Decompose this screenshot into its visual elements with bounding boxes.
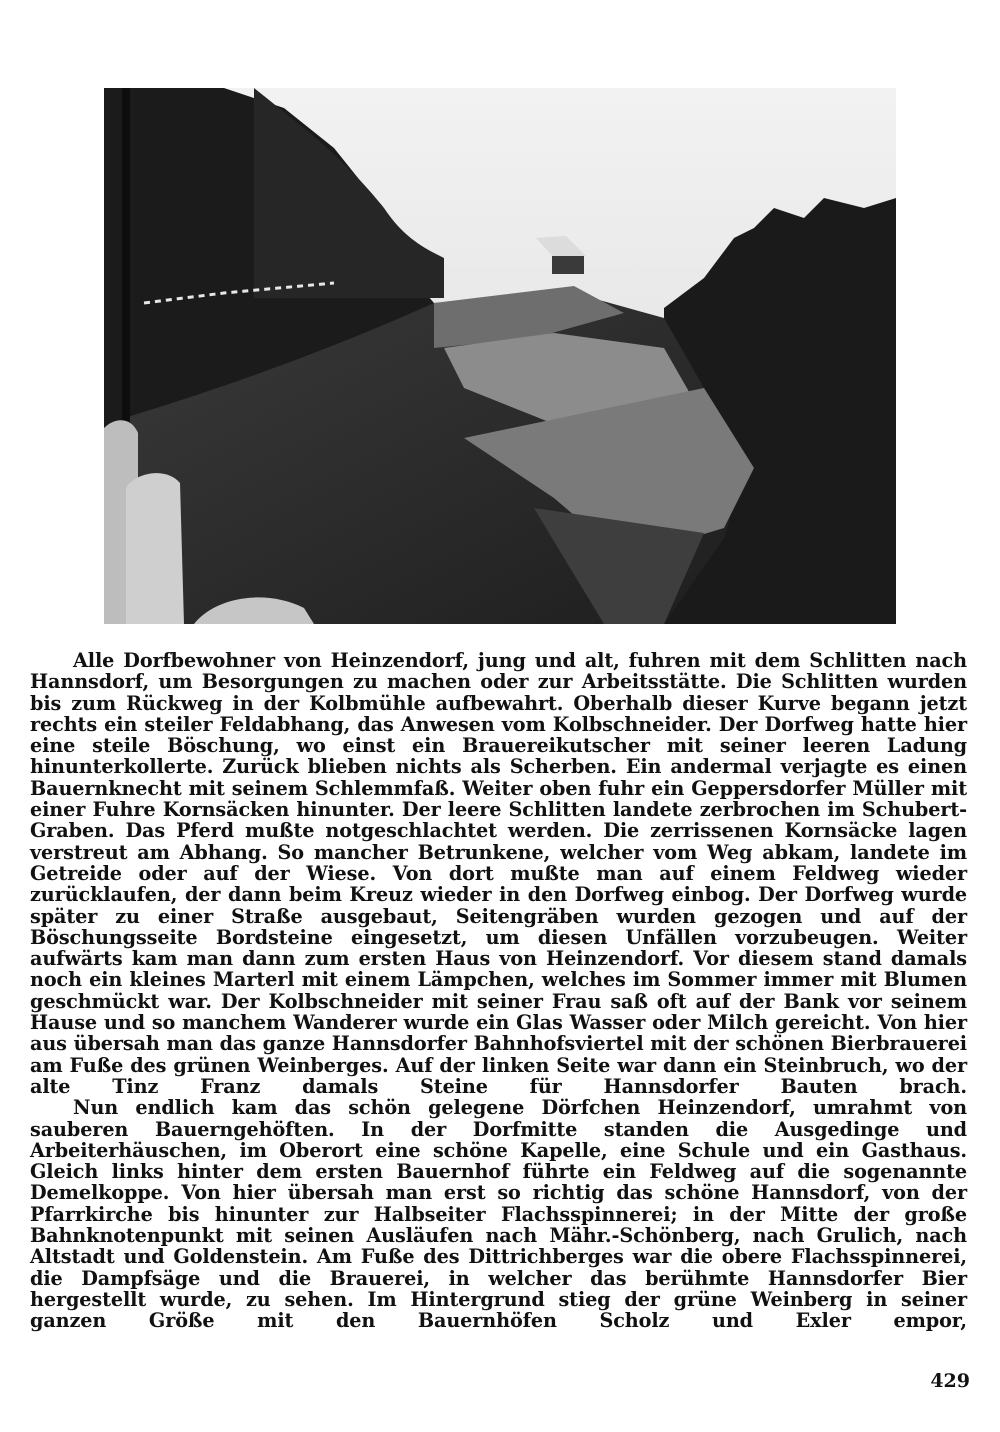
stone-middle	[126, 473, 184, 624]
farmhouse-wall	[552, 256, 584, 274]
article-body	[30, 650, 967, 1332]
landscape-photo	[104, 88, 896, 624]
page-number: 429	[930, 1370, 970, 1392]
paragraph-1: Alle Dorfbewohner von Heinzendorf, jung und alt, fuhren mit dem Schlitten nach Hannsdorf, um Besorgungen zu machen oder zur Arbeitsstätte. Die Schlitten wurden bis zum Rückweg in der Kolbmühle aufbewahrt. Oberhalb dieser Kurve begann jetzt rechts ein steiler Feldabhang, das Anwesen vom Kolbschneider. Der Dorfweg hatte hier eine steile Böschung, wo einst ein Brauereikutscher mit seiner leeren Ladung hinunterkollerte. Zurück blieben nichts als Scherben. Ein andermal verjagte es einen Bauernknecht mit seinem Schlemmfaß. Weiter oben fuhr ein Geppersdorfer Müller mit einer Fuhre Kornsäcken hinunter. Der leere Schlitten landete zerbrochen im Schubert-Graben. Das Pferd mußte notgeschlachtet werden. Die zerrissenen Kornsäcke lagen verstreut am Abhang. So mancher Betrunkene, welcher vom Weg abkam, landete im Getreide oder auf der Wiese. Von dort mußte man auf einem Feldweg wieder zurücklaufen, der dann beim Kreuz wieder in den Dorfweg einbog. Der Dorfweg wurde später zu einer Straße ausgebaut, Seitengräben wurden gezogen und auf der Böschungsseite Bordsteine eingesetzt, um diesen Unfällen vorzubeugen. Weiter aufwärts kam man dann zum ersten Haus von Heinzendorf. Vor diesem stand damals noch ein kleines Marterl mit einem Lämpchen, welches im Sommer immer mit Blumen geschmückt war. Der Kolbschneider mit seiner Frau saß oft auf der Bank vor seinem Hause und so manchem Wanderer wurde ein Glas Wasser oder Milch gereicht. Von hier aus übersah man das ganze Hannsdorfer Bahnhofsviertel mit der schönen Bierbrauerei am Fuße des grünen Weinberges. Auf der linken Seite war dann ein Steinbruch, wo der alte Tinz Franz damals Steine für Hannsdorfer Bauten brach.	[30, 649, 967, 1098]
utility-pole	[122, 88, 130, 448]
paragraph-2: Nun endlich kam das schön gelegene Dörfchen Heinzendorf, umrahmt von sauberen Bauerngehöften. In der Dorfmitte standen die Ausgedinge und Arbeiterhäuschen, im Oberort eine schöne Kapelle, eine Schule und ein Gasthaus. Gleich links hinter dem ersten Bauernhof führte ein Feldweg auf die sogenannte Demelkoppe. Von hier übersah man erst so richtig das schöne Hannsdorf, von der Pfarrkirche bis hinunter zur Halbseiter Flachsspinnerei; in der Mitte der große Bahnknotenpunkt mit seinen Ausläufen nach Mähr.-Schönberg, nach Grulich, nach Altstadt und Goldenstein. Am Fuße des Dittrichberges war die obere Flachsspinnerei, die Dampfsäge und die Brauerei, in welcher das berühmte Hannsdorfer Bier hergestellt wurde, zu sehen. Im Hintergrund stieg der grüne Weinberg in seiner ganzen Größe mit den Bauernhöfen Scholz und Exler empor,	[30, 1096, 967, 1333]
